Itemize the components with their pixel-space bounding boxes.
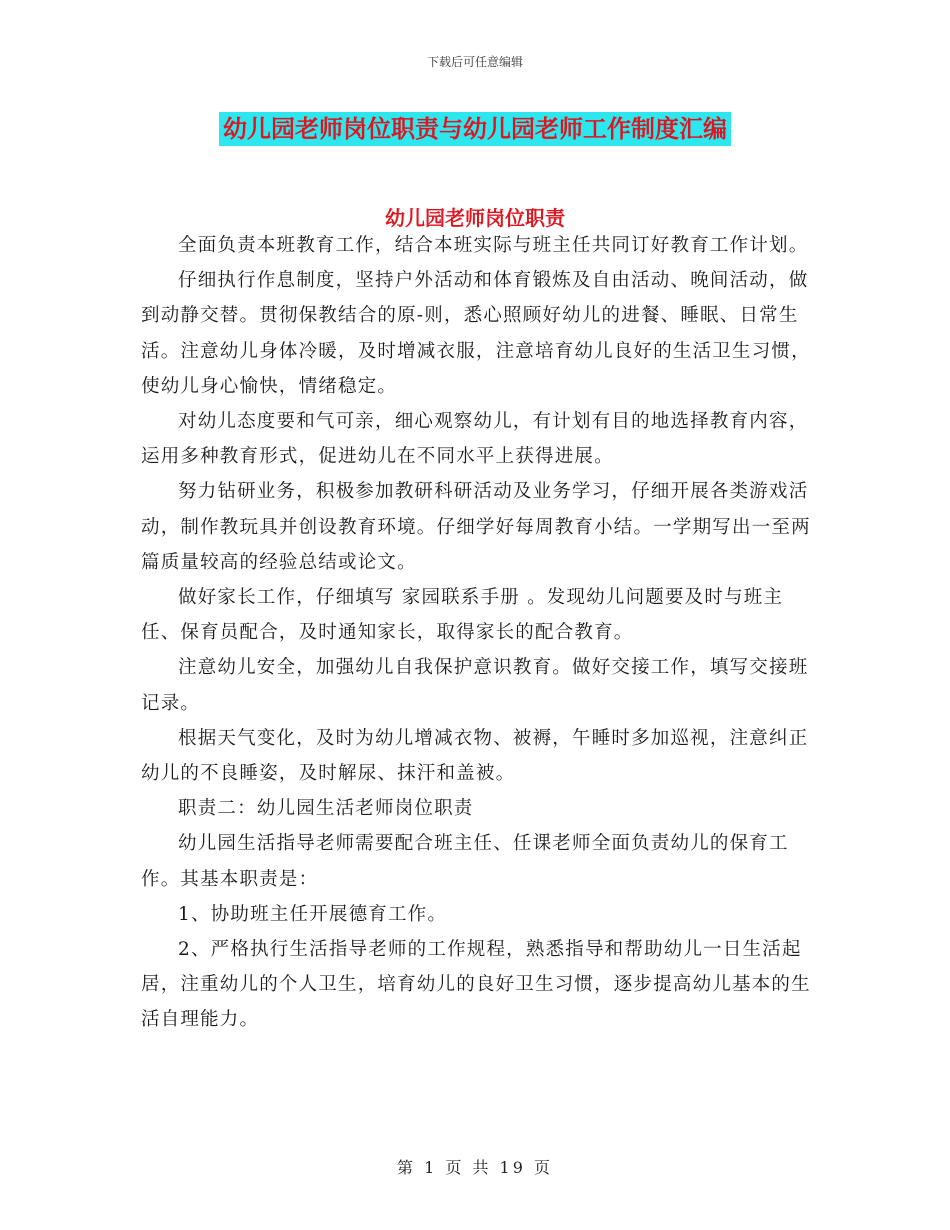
paragraph: 注意幼儿安全，加强幼儿自我保护意识教育。做好交接工作，填写交接班记录。 (141, 657, 809, 714)
paragraph: 1、协助班主任开展德育工作。 (178, 903, 448, 925)
paragraph: 幼儿园生活指导老师需要配合班主任、任课老师全面负责幼儿的保育工作。其基本职责是： (141, 833, 789, 890)
header-note: 下载后可任意编辑 (426, 55, 523, 69)
paragraph: 全面负责本班教育工作，结合本班实际与班主任共同订好教育工作计划。 (178, 235, 809, 256)
main-title-container (0, 112, 950, 146)
section-title: 幼儿园老师岗位职责 (385, 206, 565, 230)
paragraph: 仔细执行作息制度，坚持户外活动和体育锻炼及自由活动、晚间活动，做到动静交替。贯彻保教结合的原-则，悉心照顾好幼儿的进餐、睡眠、日常生活。注意幼儿身体冷暖，及时增减衣服，注意培育幼儿良好的生活卫生习惯，使幼儿身心愉快，情绪稳定。 (141, 270, 811, 397)
paragraph: 根据天气变化，及时为幼儿增减衣物、被褥，午睡时多加巡视，注意纠正幼儿的不良睡姿，及时解尿、抹汗和盖被。 (141, 727, 809, 785)
paragraph: 职责二：幼儿园生活老师岗位职责 (178, 798, 474, 820)
main-title: 幼儿园老师岗位职责与幼儿园老师工作制度汇编 (219, 112, 731, 146)
document-body (141, 228, 813, 1038)
page-footer: 第 1 页 共 19 页 (397, 1158, 553, 1177)
paragraph: 努力钻研业务，积极参加教研科研活动及业务学习，仔细开展各类游戏活动，制作教玩具并创设教育环境。仔细学好每周教育小结。一学期写出一至两篇质量较高的经验总结或论文。 (141, 481, 811, 573)
paragraph: 对幼儿态度要和气可亲，细心观察幼儿，有计划有目的地选择教育内容，运用多种教育形式，促进幼儿在不同水平上获得进展。 (141, 411, 809, 468)
paragraph: 2、严格执行生活指导老师的工作规程，熟悉指导和帮助幼儿一日生活起居，注重幼儿的个人卫生，培育幼儿的良好卫生习惯，逐步提高幼儿基本的生活自理能力。 (141, 939, 811, 1031)
paragraph: 做好家长工作，仔细填写 家园联系手册 。发现幼儿问题要及时与班主任、保育员配合，及时通知家长，取得家长的配合教育。 (141, 587, 784, 644)
